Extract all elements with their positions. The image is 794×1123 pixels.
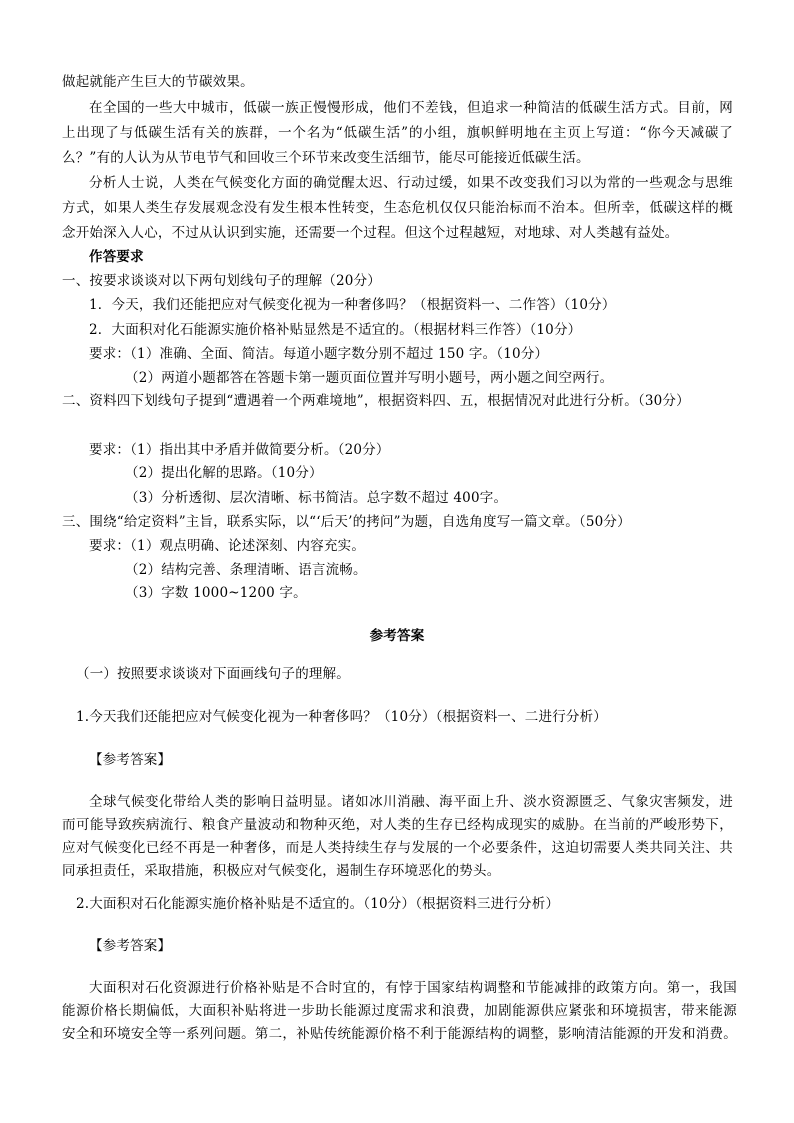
question-2-title: 二、资料四下划线句子提到“遭遇着一个两难境地”，根据资料四、五，根据情况对此进行分析。（30分） <box>62 393 690 409</box>
answer-1-line: 应对气候变化已经不再是一种奢侈，而是人类持续生存与发展的一个必要条件，这迫切需要人类共同关注、共 <box>62 840 733 856</box>
material-paragraph-line: 念开始深入人心，不过从认识到实施，还需要一个过程。但这个过程越短，对地球、对人类越有益处。 <box>62 225 679 241</box>
question-1-item: 1．今天，我们还能把应对气候变化视为一种奢侈吗？（根据资料一、二作答）（10分） <box>89 297 616 313</box>
question-2-requirement: （3）分析透彻、层次清晰、标书简洁。总字数不超过 400字。 <box>125 490 508 506</box>
material-paragraph-line: 么？”有的人认为从节电节气和回收三个环节来改变生活细节，能尽可能接近低碳生活。 <box>62 150 590 166</box>
answer-2-label: 【参考答案】 <box>89 938 172 954</box>
answers-heading: 参考答案 <box>369 628 425 644</box>
material-paragraph-line: 做起就能产生巨大的节碳效果。 <box>62 74 254 90</box>
answer-1-line: 全球气候变化带给人类的影响日益明显。诸如冰川消融、海平面上升、淡水资源匮乏、气象灾害频发，进 <box>89 794 733 810</box>
answer-1-label: 【参考答案】 <box>89 752 172 768</box>
answer-1-title: 1.今天我们还能把应对气候变化视为一种奢侈吗？（10分）（根据资料一、二进行分析） <box>76 709 608 725</box>
question-3-title: 三、围绕“给定资料”主旨，联系实际，以“‘后天’的拷问”为题，自选角度写一篇文章。（50分） <box>62 514 631 530</box>
question-1-requirement: （2）两道小题都答在答题卡第一题页面位置并写明小题号，两小题之间空两行。 <box>125 370 614 386</box>
answer-2-line: 大面积对石化资源进行价格补贴是不合时宜的，有悖于国家结构调整和节能减排的政策方向。第一，我国 <box>89 980 737 996</box>
question-1-requirement: 要求：（1）准确、全面、简洁。每道小题字数分别不超过 150 字。（10分） <box>89 346 549 362</box>
material-paragraph-line: 分析人士说，人类在气候变化方面的确觉醒太迟、行动过缓，如果不改变我们习以为常的一些观念与思维 <box>89 175 733 191</box>
question-1-item: 2．大面积对化石能源实施价格补贴显然是不适宜的。（根据材料三作答）（10分） <box>89 322 582 338</box>
question-1-title: 一、按要求谈谈对以下两句划线句子的理解（20分） <box>62 273 381 289</box>
question-3-requirement: （2）结构完善、条理清晰、语言流畅。 <box>125 562 367 578</box>
question-2-requirement: （2）提出化解的思路。（10分） <box>125 465 323 481</box>
material-paragraph-line: 在全国的一些大中城市，低碳一族正慢慢形成，他们不差钱，但追求一种简洁的低碳生活方式。目前，网 <box>89 100 733 116</box>
answer-1-line: 同承担责任，采取措施，积极应对气候变化，遏制生存环境恶化的势头。 <box>62 863 501 879</box>
requirements-heading: 作答要求 <box>89 249 144 265</box>
answer-1-line: 而可能导致疾病流行、粮食产量波动和物种灭绝，对人类的生存已经构成现实的威胁。在当前的严峻形势下， <box>62 817 733 833</box>
material-paragraph-line: 方式，如果人类生存发展观念没有发生根本性转变，生态危机仅仅只能治标而不治本。但所幸，低碳这样的概 <box>62 200 733 216</box>
question-2-requirement: 要求：（1）指出其中矛盾并做简要分析。（20分） <box>89 442 390 458</box>
answer-2-line: 能源价格长期偏低，大面积补贴将进一步助长能源过度需求和浪费，加剧能源供应紧张和环境损害，带来能源 <box>62 1003 737 1019</box>
answer-2-title: 2.大面积对石化能源实施价格补贴是不适宜的。（10分）（根据资料三进行分析） <box>76 896 560 912</box>
question-3-requirement: 要求：（1）观点明确、论述深刻、内容充实。 <box>89 538 366 554</box>
question-3-requirement: （3）字数 1000~1200 字。 <box>125 585 307 601</box>
answers-section-title: （一）按照要求谈谈对下面画线句子的理解。 <box>76 666 350 682</box>
material-paragraph-line: 上出现了与低碳生活有关的族群，一个名为“低碳生活”的小组，旗帜鲜明地在主页上写道：“你今天减碳了 <box>62 125 733 141</box>
answer-2-line: 安全和环境安全等一系列问题。第二，补贴传统能源价格不利于能源结构的调整，影响清洁能源的开发和消费。 <box>62 1026 737 1042</box>
